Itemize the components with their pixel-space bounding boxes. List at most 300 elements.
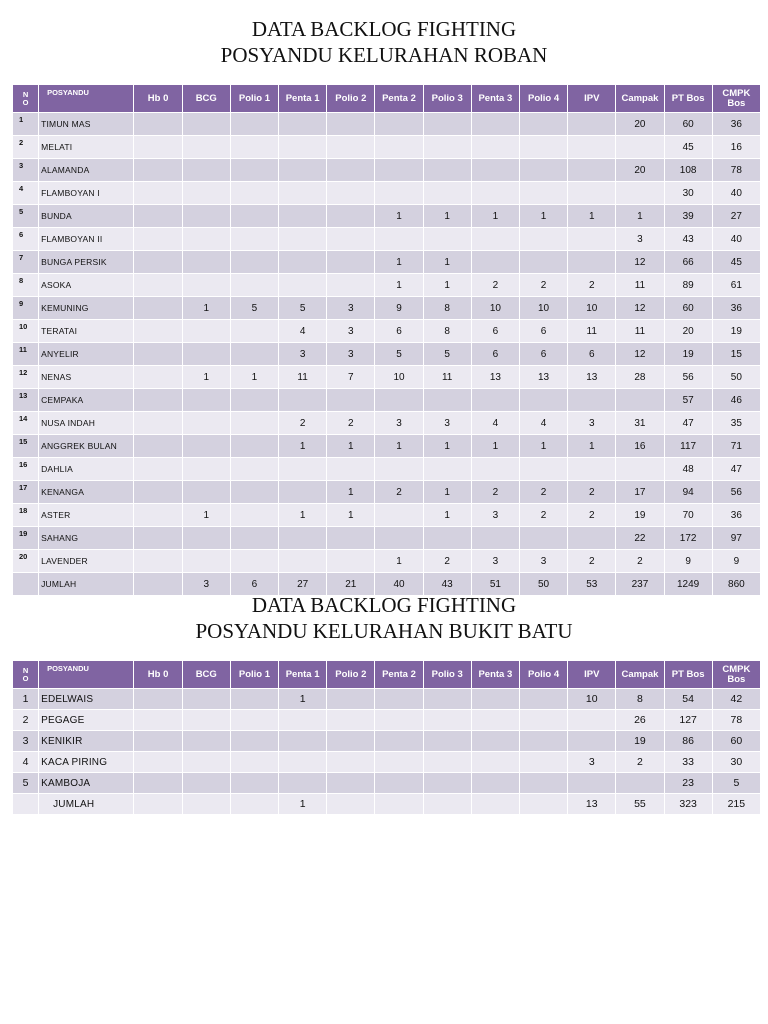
table-cell [568, 136, 616, 159]
table-row [13, 773, 761, 794]
column-header: Polio 1 [230, 661, 278, 689]
column-header: Polio 4 [519, 661, 567, 689]
table-cell: 28 [616, 366, 664, 389]
table-cell [327, 752, 375, 773]
table-cell [230, 251, 278, 274]
column-header: Penta 1 [279, 85, 327, 113]
table-cell: 10 [568, 689, 616, 710]
column-header: Penta 3 [471, 85, 519, 113]
table-cell: 3 [327, 297, 375, 320]
table-cell [134, 159, 182, 182]
table-cell: 323 [664, 794, 712, 815]
posyandu-name: NENAS [39, 366, 134, 389]
table-cell [182, 773, 230, 794]
table-cell: 11 [568, 320, 616, 343]
table-cell [471, 752, 519, 773]
table-cell: 11 [423, 366, 471, 389]
column-header: PT Bos [664, 661, 712, 689]
table-cell [616, 773, 664, 794]
table-cell: 1 [279, 504, 327, 527]
posyandu-name: JUMLAH [39, 794, 134, 815]
table-cell: 3 [182, 573, 230, 596]
table-cell [134, 710, 182, 731]
table-cell [375, 504, 423, 527]
table-cell: 172 [664, 527, 712, 550]
table-cell [279, 251, 327, 274]
posyandu-name: DAHLIA [39, 458, 134, 481]
table-cell [423, 689, 471, 710]
backlog-table-bukit-batu [12, 660, 761, 815]
table-cell: 3 [327, 320, 375, 343]
table-cell: 5 [230, 297, 278, 320]
table-cell [375, 710, 423, 731]
column-header: CMPK Bos [712, 661, 760, 689]
table-cell [134, 412, 182, 435]
row-number: 16 [13, 458, 39, 481]
table-cell [327, 773, 375, 794]
table-cell: 5 [375, 343, 423, 366]
table-cell [134, 366, 182, 389]
table-cell [423, 773, 471, 794]
table-cell [327, 731, 375, 752]
table-cell: 10 [568, 297, 616, 320]
table-cell: 45 [664, 136, 712, 159]
row-number: 15 [13, 435, 39, 458]
table-cell [134, 228, 182, 251]
table-cell [182, 412, 230, 435]
posyandu-name: ANGGREK BULAN [39, 435, 134, 458]
table-cell [423, 113, 471, 136]
column-header: Campak [616, 85, 664, 113]
table-cell [568, 251, 616, 274]
column-header: Penta 2 [375, 661, 423, 689]
table-cell: 27 [279, 573, 327, 596]
table-cell: 27 [712, 205, 760, 228]
column-header: Hb 0 [134, 85, 182, 113]
table-cell [134, 343, 182, 366]
table-cell [375, 182, 423, 205]
table-cell: 13 [471, 366, 519, 389]
table-cell [230, 481, 278, 504]
table-cell: 3 [616, 228, 664, 251]
table-cell [327, 205, 375, 228]
row-number: 5 [13, 773, 39, 794]
table-cell: 1 [423, 504, 471, 527]
table-cell [519, 228, 567, 251]
table-cell: 3 [423, 412, 471, 435]
table-cell: 6 [519, 343, 567, 366]
table-cell: 1 [182, 297, 230, 320]
table-cell: 57 [664, 389, 712, 412]
table-cell: 7 [327, 366, 375, 389]
posyandu-name: KENIKIR [39, 731, 134, 752]
table-row [13, 251, 761, 274]
table-cell: 3 [327, 343, 375, 366]
table-cell [616, 182, 664, 205]
table-cell [182, 205, 230, 228]
table-row [13, 527, 761, 550]
table-cell: 2 [616, 550, 664, 573]
table-cell [616, 136, 664, 159]
table-cell: 3 [279, 343, 327, 366]
table-cell [230, 435, 278, 458]
backlog-table-roban [12, 84, 761, 596]
posyandu-name: LAVENDER [39, 550, 134, 573]
table-cell [519, 773, 567, 794]
table-cell: 4 [471, 412, 519, 435]
table-cell [568, 710, 616, 731]
table-cell [230, 458, 278, 481]
table-cell: 2 [568, 504, 616, 527]
table-cell [327, 228, 375, 251]
table-cell: 4 [279, 320, 327, 343]
row-number: 5 [13, 205, 39, 228]
table-row [13, 228, 761, 251]
table-row [13, 136, 761, 159]
table-row [13, 159, 761, 182]
table-cell [471, 389, 519, 412]
table-cell: 10 [471, 297, 519, 320]
title-roban-line1: DATA BACKLOG FIGHTING [251, 17, 517, 41]
table-cell [568, 458, 616, 481]
posyandu-name: BUNDA [39, 205, 134, 228]
table-cell: 1 [423, 205, 471, 228]
table-cell: 2 [519, 274, 567, 297]
table-row [13, 182, 761, 205]
table-cell [230, 773, 278, 794]
table-cell [134, 752, 182, 773]
table-cell: 89 [664, 274, 712, 297]
table-cell: 66 [664, 251, 712, 274]
table-cell: 1249 [664, 573, 712, 596]
table-cell [230, 205, 278, 228]
table-cell: 13 [568, 794, 616, 815]
table-cell [471, 136, 519, 159]
row-number: 2 [13, 710, 39, 731]
table-row [13, 297, 761, 320]
row-number: 4 [13, 182, 39, 205]
table-cell: 1 [182, 504, 230, 527]
column-header: Polio 2 [327, 85, 375, 113]
table-cell [327, 527, 375, 550]
table-cell [568, 159, 616, 182]
posyandu-name: KENANGA [39, 481, 134, 504]
table-row [13, 412, 761, 435]
table-cell [471, 228, 519, 251]
table-cell [471, 113, 519, 136]
table-cell: 54 [664, 689, 712, 710]
table-cell: 1 [327, 504, 375, 527]
table-cell [423, 182, 471, 205]
table-cell: 19 [616, 731, 664, 752]
table-cell [230, 752, 278, 773]
table-cell [279, 731, 327, 752]
table-row [13, 458, 761, 481]
table-cell [327, 458, 375, 481]
column-header: Campak [616, 661, 664, 689]
table-cell: 40 [712, 182, 760, 205]
table-cell [471, 159, 519, 182]
table-cell: 61 [712, 274, 760, 297]
table-cell [519, 689, 567, 710]
table-cell: 2 [616, 752, 664, 773]
table-cell: 51 [471, 573, 519, 596]
table-row [13, 274, 761, 297]
table-cell [134, 297, 182, 320]
table-cell: 215 [712, 794, 760, 815]
table-cell [423, 389, 471, 412]
table-cell [327, 159, 375, 182]
table-cell: 16 [616, 435, 664, 458]
row-number: 1 [13, 113, 39, 136]
table-cell: 16 [712, 136, 760, 159]
table-cell: 1 [375, 274, 423, 297]
table-cell [423, 136, 471, 159]
table-cell: 97 [712, 527, 760, 550]
table-cell [134, 389, 182, 412]
table-cell [134, 773, 182, 794]
table-cell: 19 [664, 343, 712, 366]
table-cell: 10 [519, 297, 567, 320]
table-cell [182, 320, 230, 343]
table-cell: 78 [712, 710, 760, 731]
table-row [13, 435, 761, 458]
column-header: POSYANDU [39, 661, 134, 689]
table-cell: 1 [375, 205, 423, 228]
table-cell [471, 182, 519, 205]
table-cell: 6 [471, 320, 519, 343]
table-cell [134, 481, 182, 504]
table-cell: 1 [423, 251, 471, 274]
table-cell: 86 [664, 731, 712, 752]
table-cell: 60 [664, 297, 712, 320]
table-cell [279, 159, 327, 182]
row-number: 6 [13, 228, 39, 251]
table-cell [134, 504, 182, 527]
table-cell: 12 [616, 251, 664, 274]
column-header: Polio 2 [327, 661, 375, 689]
posyandu-name: CEMPAKA [39, 389, 134, 412]
table-cell [134, 274, 182, 297]
table-cell: 6 [568, 343, 616, 366]
table-cell [327, 550, 375, 573]
row-number: 10 [13, 320, 39, 343]
table-cell: 60 [664, 113, 712, 136]
table-row [13, 113, 761, 136]
column-header: Hb 0 [134, 661, 182, 689]
table-cell [279, 752, 327, 773]
table-cell [134, 251, 182, 274]
table-cell: 3 [375, 412, 423, 435]
table-cell [568, 182, 616, 205]
posyandu-name: EDELWAIS [39, 689, 134, 710]
table-cell: 33 [664, 752, 712, 773]
table-cell [568, 228, 616, 251]
row-number: 20 [13, 550, 39, 573]
table-cell: 36 [712, 504, 760, 527]
table-cell: 8 [616, 689, 664, 710]
table-cell [230, 159, 278, 182]
table-cell: 23 [664, 773, 712, 794]
table-cell: 1 [375, 435, 423, 458]
table-cell: 11 [279, 366, 327, 389]
table-cell: 3 [471, 550, 519, 573]
row-number: 7 [13, 251, 39, 274]
table-cell: 8 [423, 320, 471, 343]
table-cell [279, 113, 327, 136]
table-cell: 2 [471, 274, 519, 297]
table-cell: 19 [712, 320, 760, 343]
table-cell: 1 [375, 251, 423, 274]
table-cell [519, 752, 567, 773]
table-cell: 10 [375, 366, 423, 389]
table-cell [568, 731, 616, 752]
table-cell [134, 794, 182, 815]
table-cell [182, 228, 230, 251]
row-number: 19 [13, 527, 39, 550]
table-row [13, 504, 761, 527]
table-cell [471, 731, 519, 752]
table-cell [519, 136, 567, 159]
table-cell [568, 113, 616, 136]
table-cell: 1 [279, 794, 327, 815]
table-cell: 3 [568, 752, 616, 773]
column-header: IPV [568, 661, 616, 689]
table-cell [616, 458, 664, 481]
table-cell [279, 527, 327, 550]
table-cell [471, 773, 519, 794]
table-cell: 71 [712, 435, 760, 458]
table-cell [375, 773, 423, 794]
table-cell [182, 550, 230, 573]
table-cell [182, 113, 230, 136]
table-cell: 6 [230, 573, 278, 596]
table-cell: 20 [616, 159, 664, 182]
table-cell [375, 228, 423, 251]
table-cell: 13 [568, 366, 616, 389]
table-cell: 108 [664, 159, 712, 182]
table-cell [182, 731, 230, 752]
row-number: 18 [13, 504, 39, 527]
table-cell [375, 159, 423, 182]
table-cell [134, 527, 182, 550]
column-header: N O [13, 661, 39, 689]
table-row [13, 320, 761, 343]
table-cell: 13 [519, 366, 567, 389]
table-cell [423, 527, 471, 550]
table-cell [568, 527, 616, 550]
table-cell: 1 [519, 205, 567, 228]
table-cell [230, 504, 278, 527]
table-cell [279, 389, 327, 412]
table-cell: 2 [423, 550, 471, 573]
table-cell: 50 [712, 366, 760, 389]
row-number: 3 [13, 159, 39, 182]
table-cell [134, 320, 182, 343]
table-cell [375, 389, 423, 412]
table-cell: 8 [423, 297, 471, 320]
table-cell [375, 794, 423, 815]
table-cell: 237 [616, 573, 664, 596]
table-cell [423, 731, 471, 752]
table-cell [327, 136, 375, 159]
table-cell [327, 251, 375, 274]
table-cell [134, 458, 182, 481]
table-cell: 2 [375, 481, 423, 504]
table-cell: 9 [664, 550, 712, 573]
total-row [13, 794, 761, 815]
table-cell [182, 389, 230, 412]
table-cell: 31 [616, 412, 664, 435]
table-cell: 22 [616, 527, 664, 550]
table-cell [279, 550, 327, 573]
table-cell: 1 [327, 481, 375, 504]
row-number: 8 [13, 274, 39, 297]
row-number: 9 [13, 297, 39, 320]
posyandu-name: NUSA INDAH [39, 412, 134, 435]
table-row [13, 550, 761, 573]
posyandu-name: KACA PIRING [39, 752, 134, 773]
title-roban-line2: POSYANDU KELURAHAN ROBAN [220, 43, 548, 67]
table-row [13, 343, 761, 366]
table-cell [134, 113, 182, 136]
table-cell [182, 251, 230, 274]
posyandu-name: ANYELIR [39, 343, 134, 366]
table-cell: 20 [616, 113, 664, 136]
table-cell [230, 113, 278, 136]
column-header: CMPK Bos [712, 85, 760, 113]
column-header: Polio 3 [423, 661, 471, 689]
table-cell: 56 [664, 366, 712, 389]
table-cell [182, 182, 230, 205]
table-cell [182, 343, 230, 366]
table-cell: 42 [712, 689, 760, 710]
table-cell: 39 [664, 205, 712, 228]
posyandu-name: JUMLAH [39, 573, 134, 596]
table-cell [279, 182, 327, 205]
table-cell [327, 182, 375, 205]
table-cell [182, 136, 230, 159]
table-row [13, 366, 761, 389]
table-cell [375, 527, 423, 550]
table-cell: 2 [568, 550, 616, 573]
table-cell [230, 182, 278, 205]
row-number: 13 [13, 389, 39, 412]
table-cell: 2 [327, 412, 375, 435]
table-cell [423, 228, 471, 251]
table-cell [230, 794, 278, 815]
table-cell [375, 113, 423, 136]
table-cell: 1 [279, 435, 327, 458]
table-cell [471, 689, 519, 710]
table-cell: 19 [616, 504, 664, 527]
table-cell [134, 550, 182, 573]
column-header: IPV [568, 85, 616, 113]
table-cell: 60 [712, 731, 760, 752]
table-cell: 5 [279, 297, 327, 320]
table-cell: 1 [182, 366, 230, 389]
table-cell: 56 [712, 481, 760, 504]
table-cell [134, 689, 182, 710]
table-cell [327, 689, 375, 710]
table-cell: 3 [471, 504, 519, 527]
title-bukit-batu-line1: DATA BACKLOG FIGHTING [251, 593, 517, 617]
table-cell [230, 412, 278, 435]
posyandu-name: TIMUN MAS [39, 113, 134, 136]
table-cell: 5 [712, 773, 760, 794]
table-cell: 50 [519, 573, 567, 596]
row-number: 12 [13, 366, 39, 389]
